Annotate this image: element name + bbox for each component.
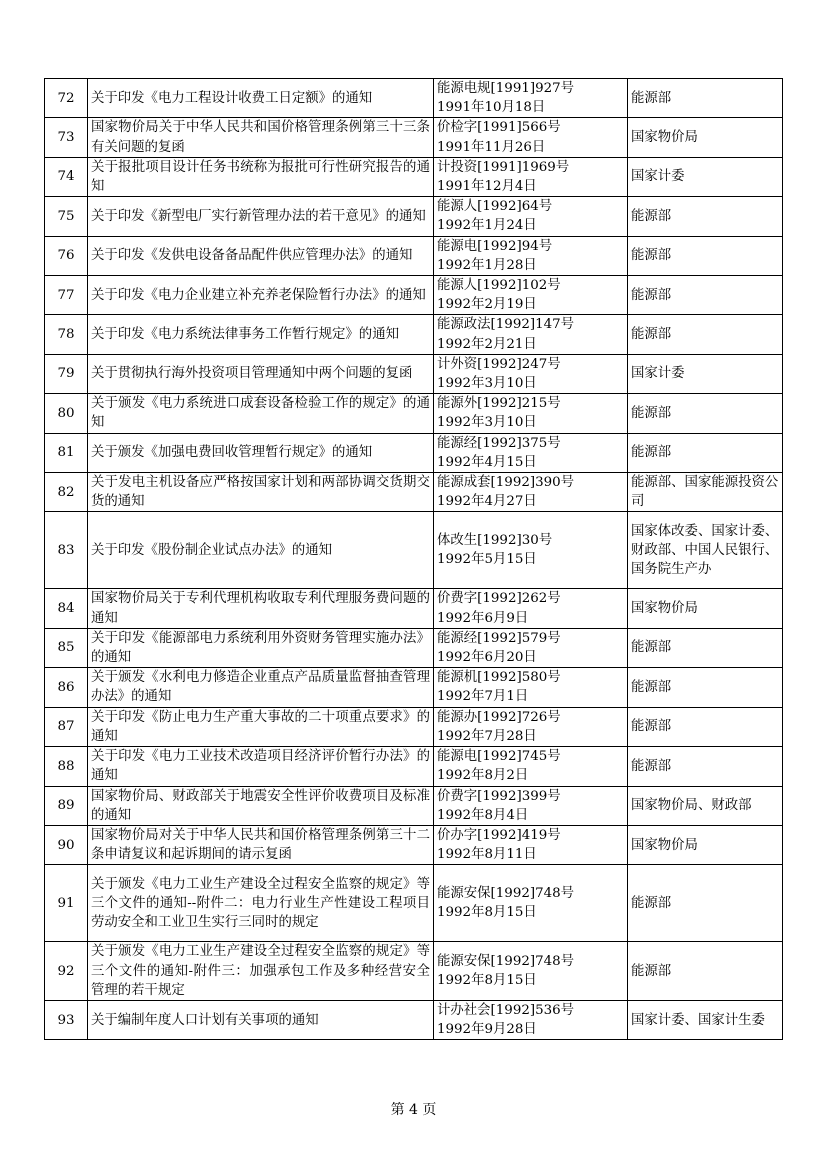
issue-date: 1991年12月4日	[437, 179, 537, 195]
issue-date: 1992年6月9日	[437, 610, 529, 626]
document-title: 关于印发《电力工程设计收费工日定额》的通知	[88, 79, 434, 118]
issue-date: 1991年11月26日	[437, 139, 546, 155]
row-number: 80	[45, 394, 88, 433]
table-row	[45, 236, 783, 275]
document-title: 关于印发《能源部电力系统利用外资财务管理实施办法》的通知	[88, 628, 434, 667]
document-number: 能源外[1992]215号	[437, 396, 561, 412]
document-number: 能源安保[1992]748号	[437, 886, 575, 902]
document-title: 关于颁发《电力工业生产建设全过程安全监察的规定》等三个文件的通知--附件二：电力行业生产性建设工程项目劳动安全和工业卫生实行三同时的规定	[88, 865, 434, 942]
table-row	[45, 786, 783, 825]
document-title: 国家物价局对关于中华人民共和国价格管理条例第三十二条申请复议和起诉期间的请示复函	[88, 825, 434, 864]
document-title: 关于贯彻执行海外投资项目管理通知中两个问题的复函	[88, 354, 434, 393]
document-title: 关于印发《发供电设备备品配件供应管理办法》的通知	[88, 236, 434, 275]
document-title: 关于印发《股份制企业试点办法》的通知	[88, 512, 434, 589]
document-title: 关于颁发《电力系统进口成套设备检验工作的规定》的通知	[88, 394, 434, 433]
issuing-authority: 能源部	[628, 197, 783, 236]
issuing-authority: 能源部	[628, 707, 783, 746]
issue-date: 1992年7月28日	[437, 728, 537, 744]
document-title: 关于印发《电力工业技术改造项目经济评价暂行办法》的通知	[88, 747, 434, 786]
table-row	[45, 942, 783, 1001]
document-number-cell	[434, 942, 628, 1001]
row-number: 92	[45, 942, 88, 1001]
issuing-authority: 国家计委、国家计生委	[628, 1000, 783, 1039]
document-number-cell	[434, 865, 628, 942]
row-number: 72	[45, 79, 88, 118]
table-row	[45, 589, 783, 628]
document-number: 计外资[1992]247号	[437, 356, 561, 372]
issuing-authority: 能源部	[628, 236, 783, 275]
issuing-authority: 能源部	[628, 315, 783, 354]
issuing-authority: 能源部	[628, 79, 783, 118]
regulations-table	[44, 78, 783, 1040]
table-row	[45, 1000, 783, 1039]
issue-date: 1992年5月15日	[437, 552, 537, 568]
document-number-cell	[434, 157, 628, 196]
issue-date: 1992年3月10日	[437, 376, 537, 392]
document-title: 国家物价局关于专利代理机构收取专利代理服务费问题的通知	[88, 589, 434, 628]
table-row	[45, 197, 783, 236]
document-number: 能源政法[1992]147号	[437, 317, 575, 333]
row-number: 75	[45, 197, 88, 236]
table-row	[45, 79, 783, 118]
page-number: 第 4 页	[390, 1102, 437, 1118]
row-number: 83	[45, 512, 88, 589]
row-number: 87	[45, 707, 88, 746]
row-number: 93	[45, 1000, 88, 1039]
row-number: 91	[45, 865, 88, 942]
issuing-authority: 能源部	[628, 394, 783, 433]
document-number: 能源电[1992]745号	[437, 749, 561, 765]
document-number-cell	[434, 825, 628, 864]
document-title: 关于印发《电力企业建立补充养老保险暂行办法》的通知	[88, 276, 434, 315]
document-number: 价费字[1992]262号	[437, 591, 561, 607]
issuing-authority: 能源部	[628, 747, 783, 786]
document-number-cell	[434, 512, 628, 589]
table-row	[45, 628, 783, 667]
table-row	[45, 668, 783, 707]
row-number: 85	[45, 628, 88, 667]
document-number: 能源机[1992]580号	[437, 670, 561, 686]
document-title: 关于印发《新型电厂实行新管理办法的若干意见》的通知	[88, 197, 434, 236]
issuing-authority: 国家计委	[628, 157, 783, 196]
document-title: 关于印发《防止电力生产重大事故的二十项重点要求》的通知	[88, 707, 434, 746]
document-number-cell	[434, 394, 628, 433]
issuing-authority: 能源部、国家能源投资公司	[628, 473, 783, 512]
document-number-cell	[434, 118, 628, 157]
document-number: 能源经[1992]579号	[437, 630, 561, 646]
row-number: 78	[45, 315, 88, 354]
document-number: 能源电规[1991]927号	[437, 81, 575, 96]
issue-date: 1992年6月20日	[437, 650, 537, 666]
issuing-authority: 能源部	[628, 865, 783, 942]
document-number: 体改生[1992]30号	[437, 533, 553, 549]
document-title: 关于颁发《电力工业生产建设全过程安全监察的规定》等三个文件的通知-附件三：加强承包工作及多种经营安全管理的若干规定	[88, 942, 434, 1001]
table-row	[45, 354, 783, 393]
issue-date: 1992年8月4日	[437, 807, 529, 823]
issuing-authority: 国家计委	[628, 354, 783, 393]
row-number: 89	[45, 786, 88, 825]
document-title: 关于报批项目设计任务书统称为报批可行性研究报告的通知	[88, 157, 434, 196]
document-number-cell	[434, 276, 628, 315]
document-number: 计投资[1991]1969号	[437, 159, 570, 175]
table-row	[45, 394, 783, 433]
issue-date: 1992年1月24日	[437, 218, 537, 234]
document-number-cell	[434, 473, 628, 512]
issue-date: 1992年7月1日	[437, 689, 529, 705]
table-row	[45, 512, 783, 589]
document-number-cell	[434, 433, 628, 472]
document-number: 能源经[1992]375号	[437, 435, 561, 451]
row-number: 90	[45, 825, 88, 864]
document-number-cell	[434, 315, 628, 354]
issuing-authority: 国家物价局、财政部	[628, 786, 783, 825]
document-title: 关于颁发《加强电费回收管理暂行规定》的通知	[88, 433, 434, 472]
issue-date: 1992年4月15日	[437, 454, 537, 470]
issuing-authority: 国家物价局	[628, 118, 783, 157]
document-title: 关于颁发《水利电力修造企业重点产品质量监督抽查管理办法》的通知	[88, 668, 434, 707]
document-title: 国家物价局、财政部关于地震安全性评价收费项目及标准的通知	[88, 786, 434, 825]
table-row	[45, 157, 783, 196]
row-number: 81	[45, 433, 88, 472]
row-number: 79	[45, 354, 88, 393]
document-number: 计办社会[1992]536号	[437, 1002, 575, 1018]
row-number: 74	[45, 157, 88, 196]
document-number: 能源电[1992]94号	[437, 238, 553, 254]
issuing-authority: 国家体改委、国家计委、财政部、中国人民银行、国务院生产办	[628, 512, 783, 589]
issue-date: 1992年8月2日	[437, 768, 529, 784]
document-title: 关于印发《电力系统法律事务工作暂行规定》的通知	[88, 315, 434, 354]
document-title: 关于编制年度人口计划有关事项的通知	[88, 1000, 434, 1039]
document-number-cell	[434, 1000, 628, 1039]
table-row	[45, 825, 783, 864]
row-number: 84	[45, 589, 88, 628]
table-row	[45, 865, 783, 942]
issuing-authority: 国家物价局	[628, 589, 783, 628]
issue-date: 1992年8月11日	[437, 847, 537, 863]
document-number: 价费字[1992]399号	[437, 788, 561, 804]
document-number-cell	[434, 79, 628, 118]
document-number-cell	[434, 747, 628, 786]
issuing-authority: 能源部	[628, 628, 783, 667]
issuing-authority: 能源部	[628, 276, 783, 315]
document-number-cell	[434, 236, 628, 275]
document-number-cell	[434, 628, 628, 667]
issue-date: 1992年2月19日	[437, 297, 537, 313]
document-number-cell	[434, 786, 628, 825]
issue-date: 1992年2月21日	[437, 336, 537, 352]
document-number-cell	[434, 589, 628, 628]
table-row	[45, 473, 783, 512]
issue-date: 1992年8月15日	[437, 973, 537, 989]
issue-date: 1992年1月28日	[437, 257, 537, 273]
issuing-authority: 能源部	[628, 433, 783, 472]
issuing-authority: 能源部	[628, 668, 783, 707]
document-number-cell	[434, 197, 628, 236]
document-number: 价办字[1992]419号	[437, 827, 561, 843]
row-number: 77	[45, 276, 88, 315]
row-number: 76	[45, 236, 88, 275]
document-number-cell	[434, 707, 628, 746]
document-title: 国家物价局关于中华人民共和国价格管理条例第三十三条有关问题的复函	[88, 118, 434, 157]
issuing-authority: 能源部	[628, 942, 783, 1001]
table-row	[45, 118, 783, 157]
document-number-cell	[434, 354, 628, 393]
document-number-cell	[434, 668, 628, 707]
table-row	[45, 433, 783, 472]
document-number: 价检字[1991]566号	[437, 120, 561, 136]
table-body	[45, 79, 783, 1040]
table-row	[45, 707, 783, 746]
document-number: 能源成套[1992]390号	[437, 475, 575, 491]
issue-date: 1991年10月18日	[437, 100, 546, 116]
table-row	[45, 315, 783, 354]
row-number: 82	[45, 473, 88, 512]
document-number: 能源安保[1992]748号	[437, 953, 575, 969]
document-number: 能源办[1992]726号	[437, 709, 561, 725]
issue-date: 1992年9月28日	[437, 1022, 537, 1038]
issue-date: 1992年8月15日	[437, 905, 537, 921]
row-number: 73	[45, 118, 88, 157]
document-number: 能源人[1992]64号	[437, 199, 553, 215]
table-row	[45, 276, 783, 315]
table-row	[45, 747, 783, 786]
row-number: 88	[45, 747, 88, 786]
issue-date: 1992年4月27日	[437, 494, 537, 510]
document-number: 能源人[1992]102号	[437, 278, 561, 294]
row-number: 86	[45, 668, 88, 707]
issuing-authority: 国家物价局	[628, 825, 783, 864]
document-title: 关于发电主机设备应严格按国家计划和两部协调交货期交货的通知	[88, 473, 434, 512]
issue-date: 1992年3月10日	[437, 415, 537, 431]
